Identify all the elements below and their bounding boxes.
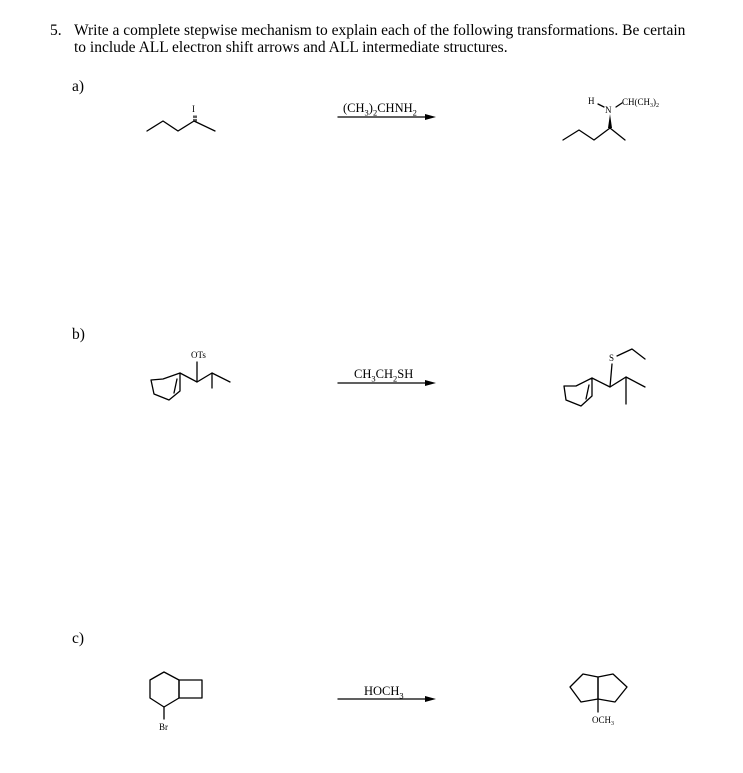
iodine-label: I (192, 104, 195, 114)
molecule-a-product (563, 96, 659, 140)
reaction-arrow-c (338, 696, 436, 702)
isopropyl-label: $CH(CH_3)_2$ (622, 97, 660, 109)
molecule-b-product (564, 349, 645, 406)
och3-label: $OCH_3$ (592, 715, 615, 727)
part-c-label: c) (72, 630, 85, 647)
s-label: S (609, 353, 615, 363)
h-label: H (588, 96, 595, 106)
molecule-c-start (150, 672, 202, 732)
part-a-label: a) (72, 78, 85, 95)
question-line-1: Write a complete stepwise mechanism to explain each of the following transformations. Be certain (74, 22, 686, 39)
reaction-arrow-a (338, 114, 436, 120)
reagent-b: $CH_3CH_2SH$ (354, 367, 414, 384)
wedge-bond (608, 114, 612, 128)
ots-label: OTs (191, 350, 206, 360)
molecule-b-start (151, 350, 230, 400)
reagent-a: $(CH_3)_2CHNH_2$ (343, 101, 417, 118)
reaction-arrow-b (338, 380, 436, 386)
n-label: N (605, 105, 612, 115)
part-b-label: b) (72, 326, 85, 343)
question-number: 5. (50, 22, 62, 39)
question-line-2: to include ALL electron shift arrows and ALL intermediate structures. (74, 39, 508, 56)
molecule-a-start (147, 104, 215, 131)
molecule-c-product (570, 674, 627, 727)
reagent-c: $HOCH_3$ (364, 684, 404, 701)
br-label: Br (159, 722, 168, 732)
